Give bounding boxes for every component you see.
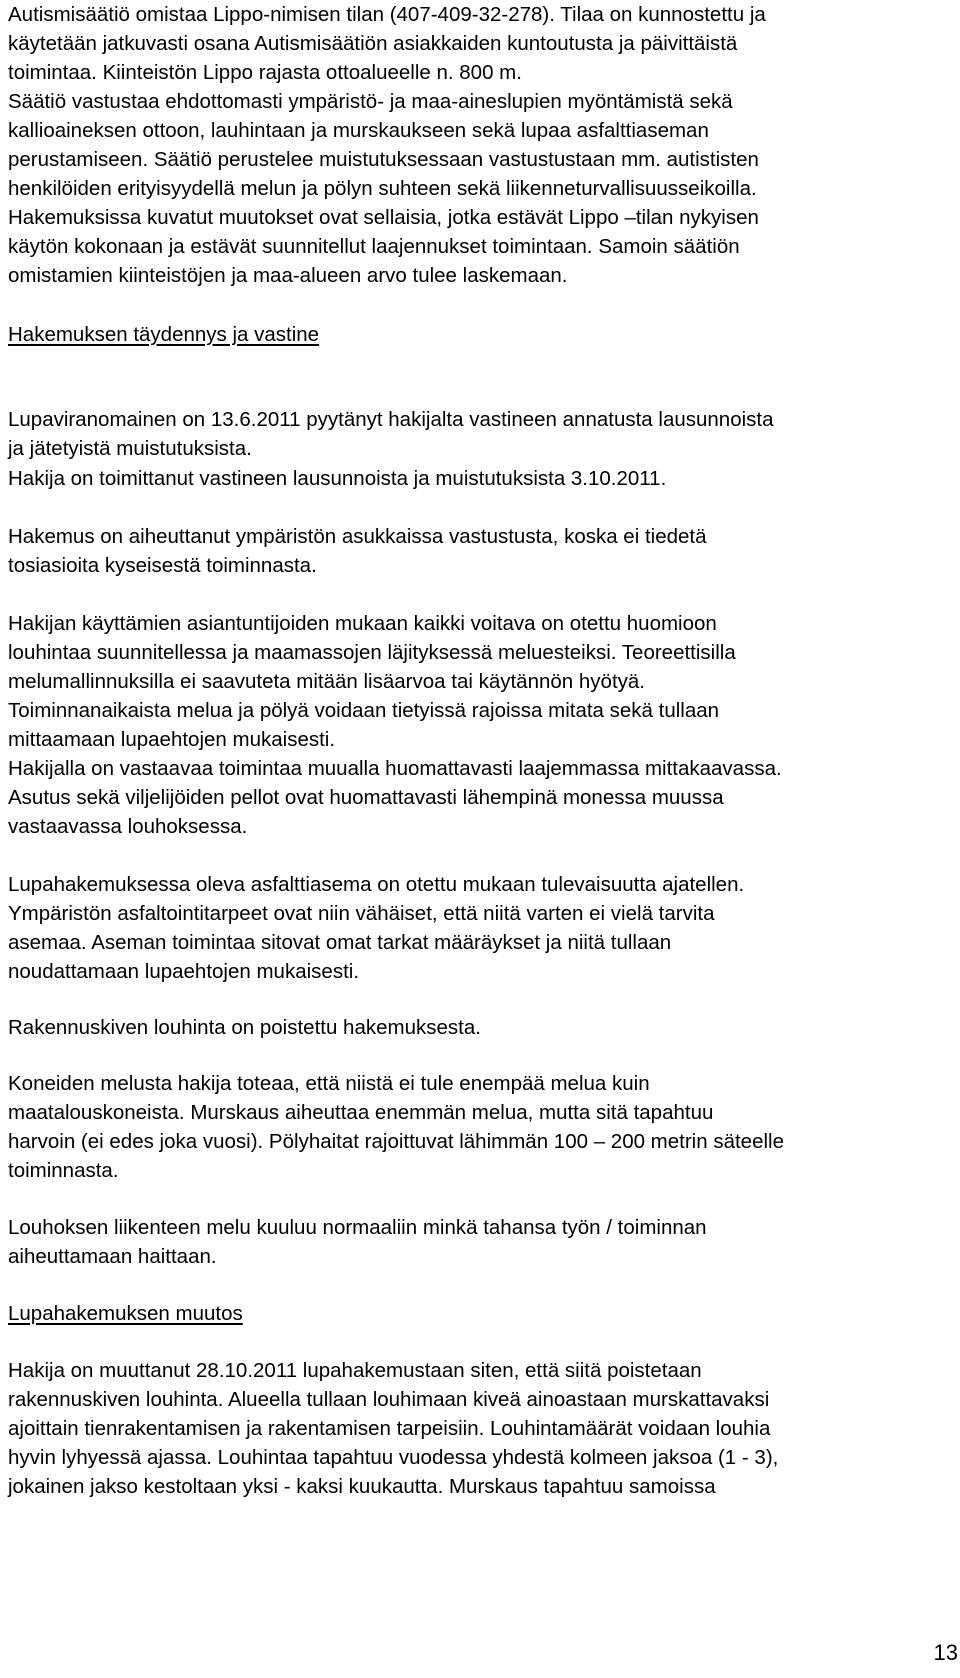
text-line: Hakija on muuttanut 28.10.2011 lupahakemustaan siten, että siitä poistetaan — [8, 1359, 702, 1382]
text-line: Toiminnanaikaista melua ja pölyä voidaan tietyissä rajoissa mitata sekä tullaan — [8, 699, 720, 722]
text-line: ajoittain tienrakentamisen ja rakentamisen tarpeisiin. Louhintamäärät voidaan louhia — [8, 1417, 771, 1440]
text-line: louhintaa suunnitellessa ja maamassojen läjityksessä meluesteiksi. Teoreettisilla — [8, 641, 736, 664]
text-line: tosiasioita kyseisestä toiminnasta. — [8, 554, 317, 577]
paragraph — [8, 870, 948, 986]
text-line: Louhoksen liikenteen melu kuuluu normaaliin minkä tahansa työn / toiminnan — [8, 1216, 707, 1239]
section-heading — [8, 320, 948, 349]
paragraph — [8, 464, 948, 493]
paragraph — [8, 1356, 948, 1501]
paragraph — [8, 754, 948, 841]
text-line: Säätiö vastustaa ehdottomasti ympäristö- ja maa-aineslupien myöntämistä sekä — [8, 90, 733, 113]
text-line: henkilöiden erityisyydellä melun ja pölyn suhteen sekä liikenneturvallisuusseikoilla. — [8, 177, 757, 200]
paragraph — [8, 0, 948, 87]
text-line: Autismisäätiö omistaa Lippo-nimisen tilan (407-409-32-278). Tilaa on kunnostettu ja — [8, 3, 766, 26]
text-line: Hakemus on aiheuttanut ympäristön asukkaissa vastustusta, koska ei tiedetä — [8, 525, 707, 548]
text-line: melumallinnuksilla ei saavuteta mitään lisäarvoa tai käytännön hyötyä. — [8, 670, 645, 693]
text-line: Rakennuskiven louhinta on poistettu hakemuksesta. — [8, 1016, 481, 1039]
text-line: käytön kokonaan ja estävät suunnitellut laajennukset toimintaan. Samoin säätiön — [8, 235, 740, 258]
text-line: Hakija on toimittanut vastineen lausunnoista ja muistutuksista 3.10.2011. — [8, 467, 667, 490]
text-line: jokainen jakso kestoltaan yksi - kaksi kuukautta. Murskaus tapahtuu samoissa — [8, 1475, 716, 1498]
paragraph — [8, 1069, 948, 1185]
page-number: 13 — [933, 1640, 958, 1665]
text-line: aiheuttamaan haittaan. — [8, 1245, 217, 1268]
text-line: Hakijan käyttämien asiantuntijoiden mukaan kaikki voitava on otettu huomioon — [8, 612, 717, 635]
text-line: Hakemuksen täydennys ja vastine — [8, 323, 320, 346]
text-line: Lupahakemuksen muutos — [8, 1302, 243, 1325]
paragraph — [8, 1213, 948, 1271]
text-line: Lupaviranomainen on 13.6.2011 pyytänyt hakijalta vastineen annatusta lausunnoista — [8, 408, 774, 431]
text-line: Koneiden melusta hakija toteaa, että niistä ei tule enempää melua kuin — [8, 1072, 650, 1095]
text-line: noudattamaan lupaehtojen mukaisesti. — [8, 960, 360, 983]
text-line: Hakemuksissa kuvatut muutokset ovat sellaisia, jotka estävät Lippo –tilan nykyisen — [8, 206, 759, 229]
section-heading — [8, 1299, 948, 1328]
paragraph — [8, 609, 948, 754]
paragraph — [8, 522, 948, 580]
text-line: Lupahakemuksessa oleva asfalttiasema on otettu mukaan tulevaisuutta ajatellen. — [8, 873, 745, 896]
paragraph — [8, 87, 948, 290]
text-line: omistamien kiinteistöjen ja maa-alueen arvo tulee laskemaan. — [8, 264, 568, 287]
text-line: Ympäristön asfaltointitarpeet ovat niin vähäiset, että niitä varten ei vielä tarvita — [8, 902, 715, 925]
text-line: rakennuskiven louhinta. Alueella tullaan louhimaan kiveä ainoastaan murskattavaksi — [8, 1388, 770, 1411]
paragraph — [8, 1013, 948, 1042]
text-line: mittaamaan lupaehtojen mukaisesti. — [8, 728, 336, 751]
text-line: hyvin lyhyessä ajassa. Louhintaa tapahtuu vuodessa yhdestä kolmeen jaksoa (1 - 3), — [8, 1446, 779, 1469]
text-line: perustamiseen. Säätiö perustelee muistutuksessaan vastustustaan mm. autististen — [8, 148, 759, 171]
paragraph — [8, 405, 948, 463]
text-line: ja jätetyistä muistutuksista. — [8, 437, 252, 460]
text-line: Asutus sekä viljelijöiden pellot ovat huomattavasti lähempinä monessa muussa — [8, 786, 724, 809]
text-line: harvoin (ei edes joka vuosi). Pölyhaitat rajoittuvat lähimmän 100 – 200 metrin säteelle — [8, 1130, 784, 1153]
text-line: Hakijalla on vastaavaa toimintaa muualla huomattavasti laajemmassa mittakaavassa. — [8, 757, 782, 780]
text-line: maatalouskoneista. Murskaus aiheuttaa enemmän melua, mutta sitä tapahtuu — [8, 1101, 714, 1124]
text-line: asemaa. Aseman toimintaa sitovat omat tarkat määräykset ja niitä tullaan — [8, 931, 672, 954]
text-line: toiminnasta. — [8, 1159, 119, 1182]
text-line: käytetään jatkuvasti osana Autismisäätiön asiakkaiden kuntoutusta ja päivittäistä — [8, 32, 738, 55]
text-line: kallioaineksen ottoon, lauhintaan ja murskaukseen sekä lupaa asfalttiaseman — [8, 119, 709, 142]
text-line: vastaavassa louhoksessa. — [8, 815, 248, 838]
text-line: toimintaa. Kiinteistön Lippo rajasta ottoalueelle n. 800 m. — [8, 61, 522, 84]
